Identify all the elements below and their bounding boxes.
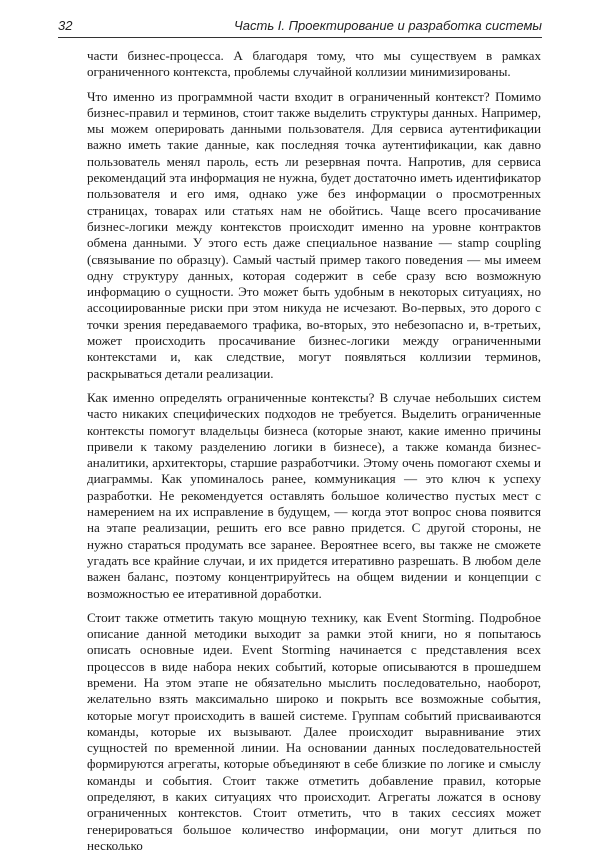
paragraph: Что именно из программной части входит в ограниченный контекст? Помимо бизнес-правил и терминов, стоит также выделить структуры данных. Например, мы можем оперировать данными пользователя. Для сервиса аутентификации важно иметь такие данные, как последняя точка аутентификации, как давно пользователь менял пароль, есть ли резервная почта. Напротив, для сервиса рекомендаций эта информация не нужна, будет достаточно иметь идентификатор пользователя и его имя, однако уже без информации о просмотренных страницах, товарах или статьях нам не обойтись. Чаще всего просачивание бизнес-логики между контекстов происходит именно на уровне контрактов обмена данными. У этого есть даже специальное название — stamp coupling (связывание по образцу). Самый частый пример такого поведения — мы имеем одну структуру данных, которая содержит в себе сразу всю возможную информацию о сущности. Это может быть удобным в некоторых ситуациях, но ассоциированные риски при этом никуда не исчезают. Во-первых, это дорого с точки зрения передаваемого трафика, во-вторых, это небезопасно и, в-третьих, может происходить просачивание бизнес-логики между ограниченными контекстами и, как следствие, могут появляться коллизии терминов, раскрываться детали реализации. <box>87 88 541 381</box>
header-rule <box>58 37 542 38</box>
paragraph: части бизнес-процесса. А благодаря тому, что мы существуем в рамках ограниченного контекста, проблемы случайной коллизии минимизированы. <box>87 48 541 80</box>
paragraph: Стоит также отметить такую мощную технику, как Event Storming. Подробное описание данной методики выходит за рамки этой книги, но я попытаюсь описать основные идеи. Event Storming начинается с представления всех процессов в виде набора неких событий, которые описываются в прошедшем времени. На этом этапе не обязательно мыслить последовательно, наоборот, желательно взять максимально широко и покрыть все возможные события, которые могут происходить в вашей системе. Группам событий присваиваются команды, которые их вызывают. Далее происходит выравнивание этих сущностей по временной линии. На основании данных последовательностей формируются агрегаты, которые объединяют в себе близкие по логике и смыслу команды и события. Стоит также отметить добавление правил, которые определяют, в каких ситуациях что происходит. Агрегаты ложатся в основу ограниченных контекстов. Стоит отметить, что в таких сессиях может генерироваться большое количество информации, они могут длиться по несколько <box>87 609 541 853</box>
body-text <box>87 48 541 862</box>
running-title: Часть I. Проектирование и разработка системы <box>234 18 542 33</box>
page-number: 32 <box>58 18 73 33</box>
running-header <box>58 16 542 36</box>
paragraph: Как именно определять ограниченные контексты? В случае небольших систем часто никаких специфических подходов не требуется. Выделить ограниченные контексты помогут владельцы бизнеса (которые знают, какие именно причины привели к такому разделению логики в бизнесе), а также команда бизнес-аналитики, архитекторы, старшие разработчики. Этому очень помогают схемы и диаграммы. Как упоминалось ранее, коммуникация — это ключ к успеху разработки. Не рекомендуется оставлять большое количество пустых мест с намерением на их исправление в будущем, — когда этот вопрос снова появится на этапе реализации, решить его все равно придется. С другой стороны, не нужно стараться продумать все заранее. Вероятнее всего, вы также не сможете угадать все крайние случаи, и их придется итеративно разрешать. В любом деле важен баланс, поэтому концентрируйтесь на общем видении и концепции с возможностью ее итеративной доработки. <box>87 389 541 601</box>
